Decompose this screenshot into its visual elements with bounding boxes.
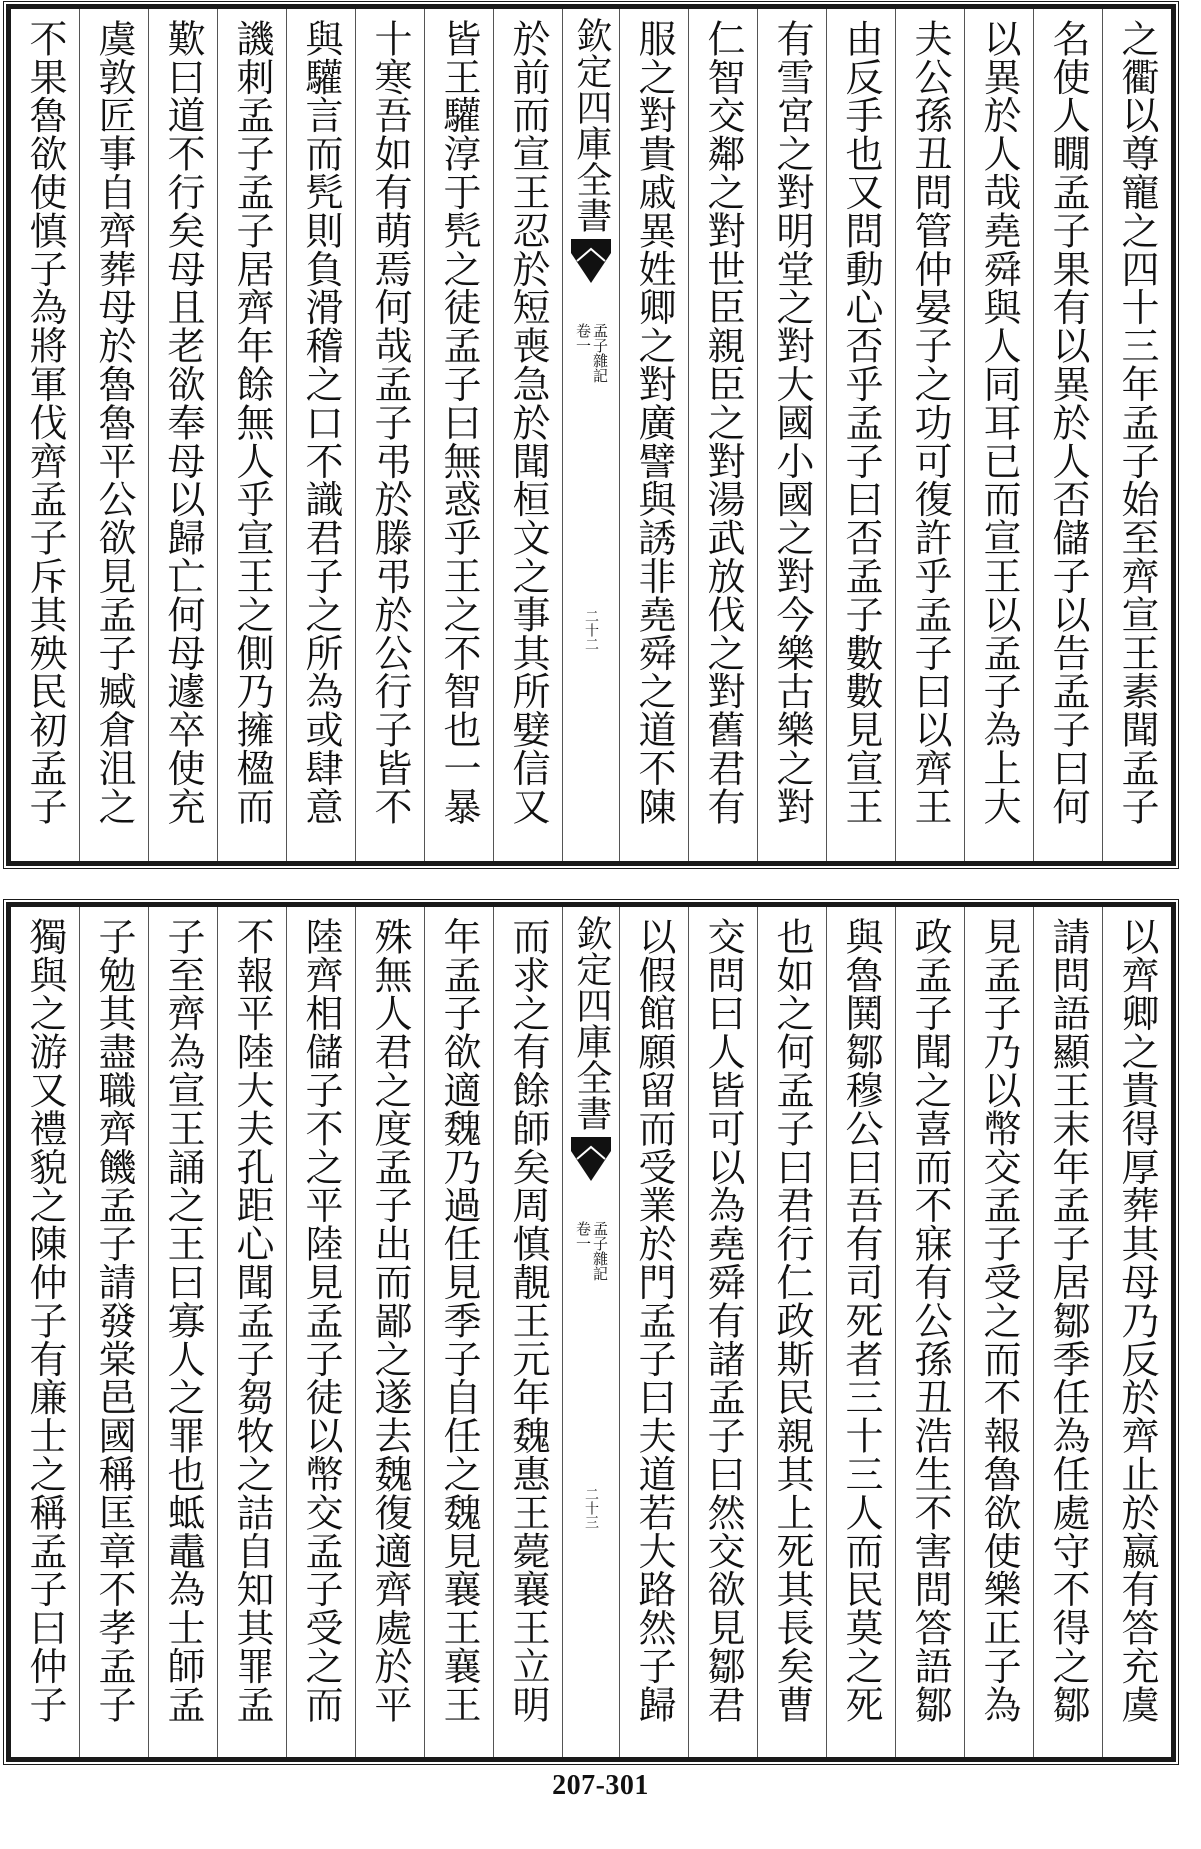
- text-column: 以齊卿之貴得厚葬其母乃反於齊止於嬴有答充虞: [1102, 907, 1171, 1757]
- text-column: 歎曰道不行矣母且老欲奉母以歸亡何母遽卒使充: [148, 9, 217, 861]
- page-number: 二十二: [583, 609, 599, 651]
- top-page: [6, 4, 1176, 866]
- fish-tail-mark-icon: [571, 1137, 611, 1181]
- text-column: 陸齊相儲子不之平陸見孟子徒以幣交孟子受之而: [286, 907, 355, 1757]
- book-meta: [575, 1221, 607, 1281]
- text-column: 子至齊為宣王誦之王曰寡人之罪也蚳鼃為士師孟: [148, 907, 217, 1757]
- text-column: 虞敦匠事自齊葬母於魯魯平公欲見孟子臧倉沮之: [79, 9, 148, 861]
- text-column: 與魯鬨鄒穆公曰吾有司死者三十三人而民莫之死: [826, 907, 895, 1757]
- book-title: 孟子雜記: [591, 323, 609, 383]
- library-title: 欽定四庫全書: [570, 915, 612, 1131]
- text-column: 不果魯欲使慎子為將軍伐齊孟子斥其殃民初孟子: [23, 19, 67, 826]
- library-title: 欽定四庫全書: [570, 17, 612, 233]
- fish-tail-mark-icon: [571, 239, 611, 283]
- text-column: 與驩言而髠則負滑稽之口不識君子之所為或肆意: [286, 9, 355, 861]
- text-column: 殊無人君之度孟子出而鄙之遂去魏復適齊處於平: [355, 907, 424, 1757]
- text-column: 也如之何孟子曰君行仁政斯民親其上死其長矣曹: [757, 907, 826, 1757]
- text-column: 十寒吾如有萌焉何哉孟子弔於滕弔於公行子皆不: [355, 9, 424, 861]
- text-column: 譏刺孟子孟子居齊年餘無人乎宣王之側乃擁楹而: [217, 9, 286, 861]
- text-column: 年孟子欲適魏乃過任見季子自任之魏見襄王襄王: [424, 907, 493, 1757]
- text-column: 以假館願留而受業於門孟子曰夫道若大路然子歸: [619, 907, 688, 1757]
- text-column: 請問語顯王末年孟子居鄒季任為任處守不得之鄒: [1033, 907, 1102, 1757]
- book-title: 孟子雜記: [591, 1221, 609, 1281]
- page-number: 二十三: [583, 1487, 599, 1529]
- bottom-page: [6, 902, 1176, 1762]
- text-column: 子勉其盡職齊饑孟子請發棠邑國稱匡章不孝孟子: [79, 907, 148, 1757]
- text-column: 而求之有餘師矣周慎靚王元年魏惠王薨襄王立明: [493, 907, 562, 1757]
- book-meta: [575, 323, 607, 383]
- text-column: 皆王驩淳于髠之徒孟子曰無惑乎王之不智也一暴: [424, 9, 493, 861]
- text-column: 不報平陸大夫孔距心聞孟子芻牧之詰自知其罪孟: [217, 907, 286, 1757]
- text-column: 名使人瞯孟子果有以異於人否儲子以告孟子曰何: [1033, 9, 1102, 861]
- text-column: 由反手也又問動心否乎孟子曰否孟子數數見宣王: [826, 9, 895, 861]
- text-column: 之衢以尊寵之四十三年孟子始至齊宣王素聞孟子: [1102, 9, 1171, 861]
- text-column: 有雪宮之對明堂之對大國小國之對今樂古樂之對: [757, 9, 826, 861]
- volume-label: 卷一: [574, 1221, 592, 1251]
- text-column: 見孟子乃以幣交孟子受之而不報魯欲使樂正子為: [964, 907, 1033, 1757]
- text-column: 服之對貴戚異姓卿之對廣譬與誘非堯舜之道不陳: [619, 9, 688, 861]
- text-column: 於前而宣王忍於短喪急於聞桓文之事其所嬖信又: [493, 9, 562, 861]
- center-fold: [562, 907, 619, 1757]
- text-column: 夫公孫丑問管仲晏子之功可復許乎孟子曰以齊王: [895, 9, 964, 861]
- text-column: 仁智交鄰之對世臣親臣之對湯武放伐之對舊君有: [688, 9, 757, 861]
- text-column: 獨與之游又禮貌之陳仲子有廉士之稱孟子曰仲子: [23, 917, 67, 1724]
- text-column: 政孟子聞之喜而不寐有公孫丑浩生不害問答語鄒: [895, 907, 964, 1757]
- text-column: 交問曰人皆可以為堯舜有諸孟子曰然交欲見鄒君: [688, 907, 757, 1757]
- volume-label: 卷一: [574, 323, 592, 353]
- footer-page-code: 207-301: [552, 1770, 649, 1801]
- text-column: 以異於人哉堯舜與人同耳已而宣王以孟子為上大: [964, 9, 1033, 861]
- center-fold: [562, 9, 619, 861]
